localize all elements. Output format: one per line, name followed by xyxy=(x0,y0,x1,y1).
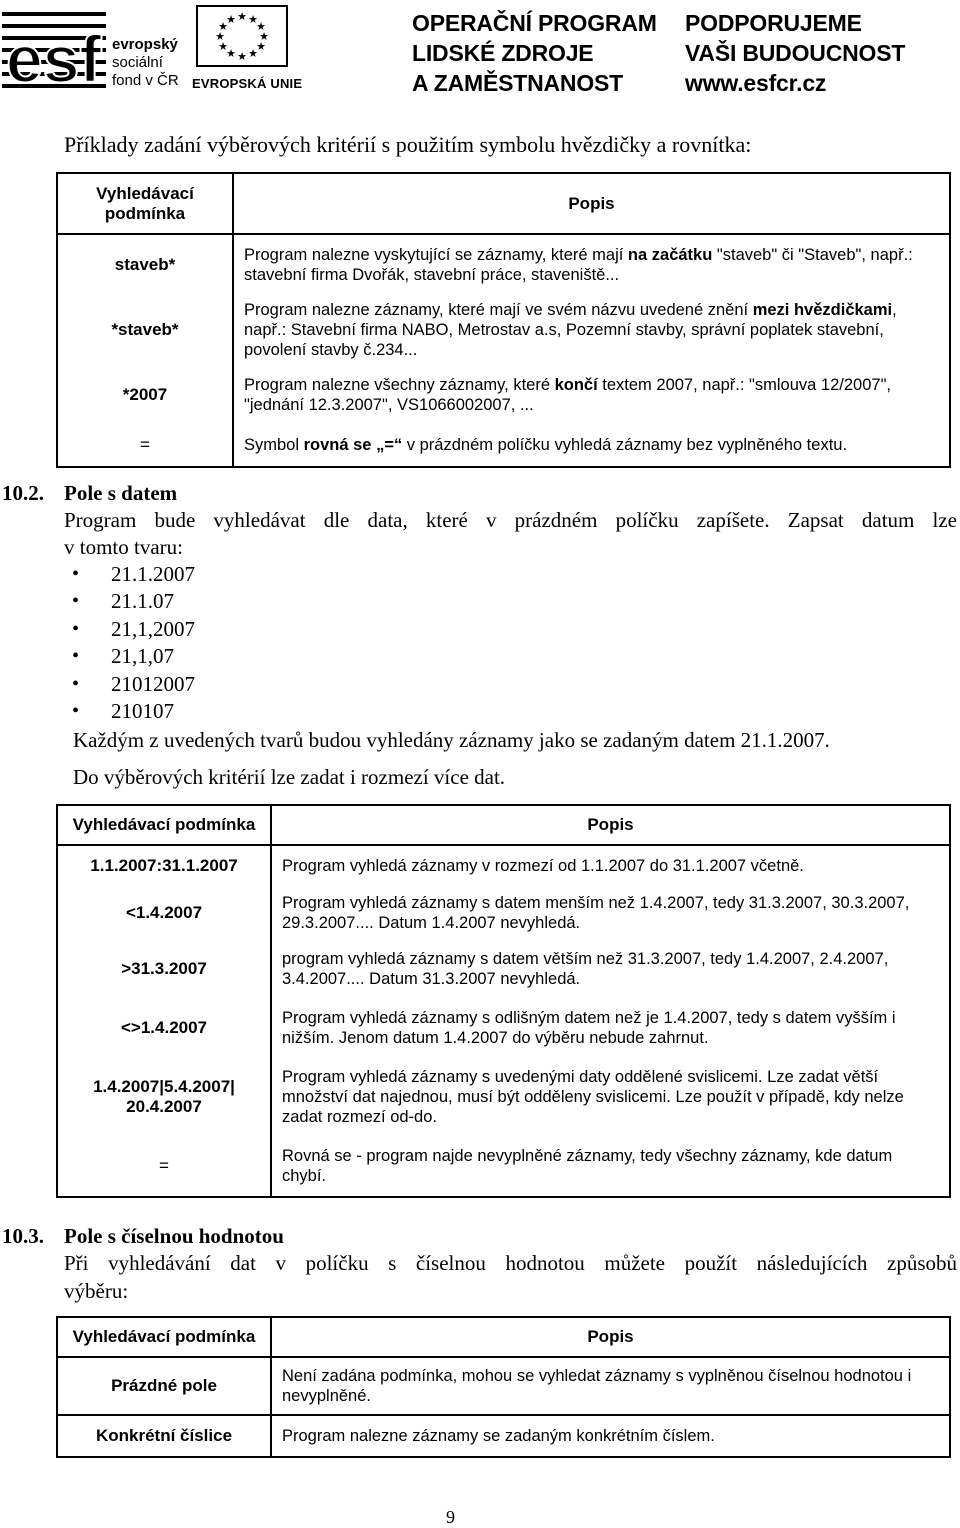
date-format-list xyxy=(64,561,195,725)
condition-cell: Konkrétní číslice xyxy=(57,1415,271,1457)
programme-line-3: A ZAMĚSTNANOST xyxy=(412,70,624,96)
list-item: • 21.1.2007 xyxy=(64,561,195,588)
table-header-row xyxy=(57,805,950,845)
programme-line-1: OPERAČNÍ PROGRAM xyxy=(412,10,657,36)
desc-text: Program nalezne záznamy, které mají ve svém názvu uvedené znění xyxy=(244,301,753,319)
condition-cell: <>1.4.2007 xyxy=(57,997,271,1059)
support-url[interactable]: www.esfcr.cz xyxy=(685,70,827,96)
condition-cell xyxy=(57,1059,271,1135)
paragraph: výběru: xyxy=(64,1279,129,1303)
support-line-1: PODPORUJEME xyxy=(685,10,862,36)
section-number: 10.3. xyxy=(2,1224,44,1248)
svg-text:★: ★ xyxy=(237,50,247,63)
col-header-condition: Vyhledávací podmínka xyxy=(57,805,271,845)
wildcard-table xyxy=(56,172,951,468)
condition-cell: staveb* xyxy=(57,234,233,295)
svg-text:★: ★ xyxy=(226,47,236,60)
numeric-criteria-table xyxy=(56,1316,951,1458)
esf-line-1: evropský xyxy=(112,36,178,53)
esf-caption xyxy=(112,36,179,90)
col-header-description: Popis xyxy=(271,805,950,845)
intro-heading: Příklady zadání výběrových kritérií s použitím symbolu hvězdičky a rovnítka: xyxy=(64,132,752,157)
desc-text: , např.: Stavební firma NABO, Metrostav a.s, Pozemní stavby, správní poplatek stavební, povolení stavby č.234... xyxy=(244,301,897,359)
condition-line: 20.4.2007 xyxy=(126,1097,202,1116)
description-cell: Program vyhledá záznamy s datem menším než 1.4.2007, tedy 31.3.2007, 30.3.2007, 29.3.2007.... Datum 1.4.2007 nevyhledá. xyxy=(271,885,950,941)
col-header-description: Popis xyxy=(271,1317,950,1357)
svg-text:★: ★ xyxy=(256,20,266,33)
desc-text: Program nalezne všechny záznamy, které xyxy=(244,375,555,394)
table-header-row xyxy=(57,173,950,234)
svg-text:★: ★ xyxy=(215,30,225,43)
table-row xyxy=(57,234,950,295)
svg-text:★: ★ xyxy=(218,40,228,53)
table-row xyxy=(57,365,950,424)
table-row xyxy=(57,1415,950,1457)
col-header-description: Popis xyxy=(233,173,950,234)
eu-label: EVROPSKÁ UNIE xyxy=(192,76,303,91)
table-row xyxy=(57,1059,950,1135)
section-title: Pole s číselnou hodnotou xyxy=(64,1224,284,1248)
paragraph: Každým z uvedených tvarů budou vyhledány záznamy jako se zadaným datem 21.1.2007. xyxy=(73,728,830,752)
condition-cell: <1.4.2007 xyxy=(57,885,271,941)
svg-text:★: ★ xyxy=(226,13,236,26)
desc-text: Program nalezne vyskytující se záznamy, které mají xyxy=(244,246,628,264)
page-number: 9 xyxy=(446,1507,455,1527)
table-row xyxy=(57,885,950,941)
description-cell: Program vyhledá záznamy v rozmezí od 1.1.2007 do 31.1.2007 včetně. xyxy=(271,845,950,885)
table-row xyxy=(57,295,950,365)
table-row xyxy=(57,1357,950,1415)
condition-cell: >31.3.2007 xyxy=(57,941,271,997)
list-item: • 21,1,07 xyxy=(64,643,195,670)
svg-text:★: ★ xyxy=(248,13,258,26)
svg-text:★: ★ xyxy=(256,40,266,53)
table-header-row xyxy=(57,1317,950,1357)
support-slogan xyxy=(685,8,905,98)
condition-cell: *2007 xyxy=(57,365,233,424)
list-item: • 21.1.07 xyxy=(64,588,195,615)
condition-cell: *staveb* xyxy=(57,295,233,365)
description-cell xyxy=(233,365,950,424)
condition-line: 1.4.2007|5.4.2007| xyxy=(93,1077,235,1096)
paragraph: Do výběrových kritérií lze zadat i rozmezí více dat. xyxy=(73,765,506,789)
col-header-condition: Vyhledávací podmínka xyxy=(57,173,233,234)
section-title: Pole s datem xyxy=(64,481,178,505)
programme-title xyxy=(412,8,657,98)
paragraph: v tomto tvaru: xyxy=(64,535,183,559)
description-cell: Program vyhledá záznamy s odlišným datem než je 1.4.2007, tedy s datem vyšším i nižším. Jenom datum 1.4.2007 do výběru nebude zahrnut. xyxy=(271,997,950,1059)
desc-emphasis: mezi hvězdičkami xyxy=(752,301,893,319)
list-item: • 21012007 xyxy=(64,671,195,698)
svg-text:★: ★ xyxy=(218,20,228,33)
desc-emphasis: končí xyxy=(554,375,598,394)
desc-text: v prázdném políčku vyhledá záznamy bez vyplněného textu. xyxy=(402,436,848,454)
description-cell xyxy=(233,424,950,467)
table-row xyxy=(57,997,950,1059)
esf-line-3: fond v ČR xyxy=(112,72,179,89)
description-cell: Program nalezne záznamy se zadaným konkrétním číslem. xyxy=(271,1415,950,1457)
table-row xyxy=(57,424,950,467)
paragraph: Při vyhledávání dat v políčku s číselnou hodnotou můžete použít následujících způsobů xyxy=(64,1251,957,1275)
logo-bar xyxy=(0,0,960,98)
condition-cell: 1.1.2007:31.1.2007 xyxy=(57,845,271,885)
description-cell: program vyhledá záznamy s datem větším než 31.3.2007, tedy 1.4.2007, 2.4.2007, 3.4.2007.... Datum 31.3.2007 nevyhledá. xyxy=(271,941,950,997)
description-cell xyxy=(233,234,950,295)
section-number: 10.2. xyxy=(2,481,44,505)
description-cell xyxy=(233,295,950,365)
table-row xyxy=(57,845,950,885)
support-line-2: VAŠI BUDOUCNOST xyxy=(685,40,906,66)
esf-line-2: sociální xyxy=(112,54,163,71)
list-item: • 21,1,2007 xyxy=(64,616,195,643)
condition-cell: = xyxy=(57,1135,271,1197)
desc-text: "staveb" či "Staveb", např.: stavební firma Dvořák, stavební práce, staveniště... xyxy=(244,246,913,284)
esf-logo-icon xyxy=(2,4,106,94)
desc-emphasis: rovná se „=“ xyxy=(303,436,403,454)
svg-text:★: ★ xyxy=(259,30,269,43)
desc-text: textem 2007, např.: "smlouva 12/2007", "jednání 12.3.2007", VS1066002007, ... xyxy=(244,375,892,414)
date-criteria-table xyxy=(56,804,951,1198)
svg-text:★: ★ xyxy=(237,10,247,23)
condition-cell: = xyxy=(57,424,233,467)
paragraph: Program bude vyhledávat dle data, které v prázdném políčku zapíšete. Zapsat datum lze xyxy=(64,508,957,532)
table-row xyxy=(57,1135,950,1197)
desc-emphasis: na začátku xyxy=(627,246,713,264)
esf-logo-text: esf xyxy=(6,22,102,94)
svg-text:★: ★ xyxy=(248,47,258,60)
col-header-condition: Vyhledávací podmínka xyxy=(57,1317,271,1357)
description-cell: Není zadána podmínka, mohou se vyhledat záznamy s vyplněnou číselnou hodnotou i nevyplněné. xyxy=(271,1357,950,1415)
table-row xyxy=(57,941,950,997)
eu-flag-icon xyxy=(196,5,288,67)
desc-text: Symbol xyxy=(244,436,304,454)
list-item: • 210107 xyxy=(64,698,195,725)
condition-cell: Prázdné pole xyxy=(57,1357,271,1415)
description-cell: Rovná se - program najde nevyplněné záznamy, tedy všechny záznamy, kde datum chybí. xyxy=(271,1135,950,1197)
programme-line-2: LIDSKÉ ZDROJE xyxy=(412,40,594,66)
description-cell: Program vyhledá záznamy s uvedenými daty oddělené svislicemi. Lze zadat větší množství dat najednou, musí být odděleny svislicemi. Lze použít v případě, kdy nelze zadat rozmezí od-do. xyxy=(271,1059,950,1135)
